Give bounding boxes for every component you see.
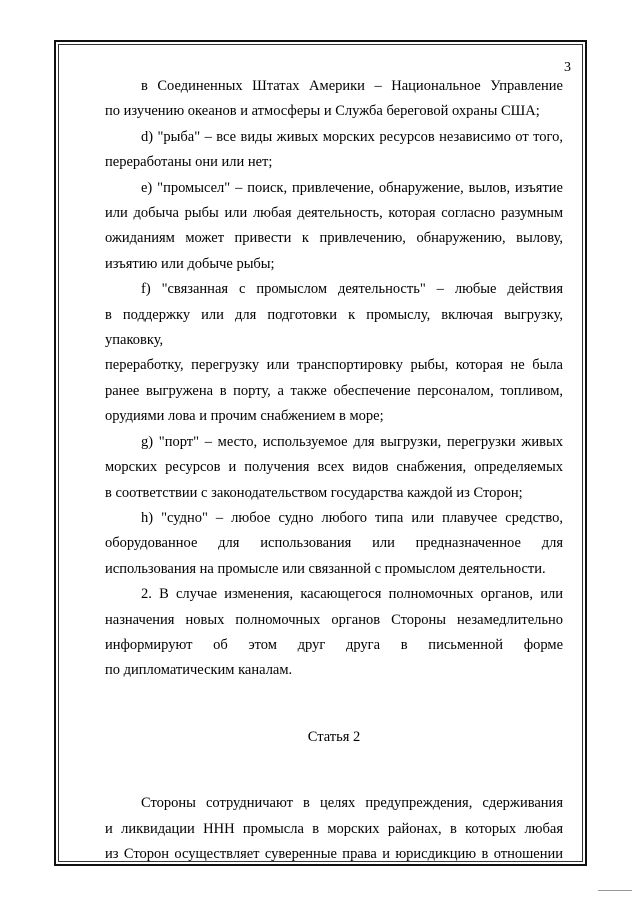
text-line: оборудованное для использования или предназначенное для: [105, 535, 563, 552]
text-line: использования на промысле или связанной с промыслом деятельности.: [105, 560, 546, 577]
text-line: морских ресурсов и получения всех видов снабжения, определяемых: [105, 459, 563, 476]
paragraph-2: 2. В случае изменения, касающегося полномочных органов, или: [141, 586, 563, 603]
document-body: [105, 74, 563, 867]
definition-fishing: e) "промысел" – поиск, привлечение, обнаружение, вылов, изъятие: [141, 179, 563, 196]
text-line: или добыча рыбы или любая деятельность, которая согласно разумным: [105, 205, 563, 222]
text-line: и ликвидации ННН промысла в морских районах, в которых любая: [105, 820, 563, 837]
text-line: переработку, перегрузку или транспортировку рыбы, которая не была: [105, 357, 563, 374]
text-line: информируют об этом друг друга в письменной форме: [105, 636, 563, 653]
definition-vessel: h) "судно" – любое судно любого типа или плавучее средство,: [141, 509, 563, 526]
spacer: [105, 684, 563, 725]
text-line: изъятию или добыче рыбы;: [105, 255, 275, 272]
text-line: ранее выгружена в порту, а также обеспечение персоналом, топливом,: [105, 382, 563, 399]
spacer: [105, 750, 563, 791]
article-heading: Статья 2: [307, 728, 361, 745]
text-line: ожиданиям может привести к привлечению, обнаружению, вылову,: [105, 230, 563, 247]
text-line: в соответствии с законодательством государства каждой из Сторон;: [105, 484, 523, 501]
article-2-paragraph: Стороны сотрудничают в целях предупреждения, сдерживания: [141, 795, 563, 812]
text-line: в поддержку или для подготовки к промыслу, включая выгрузку, упаковку,: [105, 306, 563, 349]
text-line: по дипломатическим каналам.: [105, 662, 293, 679]
page-number: 3: [564, 60, 571, 75]
definition-port: g) "порт" – место, используемое для выгрузки, перегрузки живых: [141, 433, 563, 450]
text-line: переработаны они или нет;: [105, 154, 273, 171]
text-line: в Соединенных Штатах Америки – Национальное Управление: [141, 78, 563, 94]
text-line: из Сторон осуществляет суверенные права и юрисдикцию в отношении: [105, 845, 563, 862]
text-line: орудиями лова и прочим снабжением в море;: [105, 408, 384, 425]
definition-fish: d) "рыба" – все виды живых морских ресурсов независимо от того,: [141, 128, 563, 145]
text-line: по изучению океанов и атмосферы и Служба береговой охраны США;: [105, 103, 540, 120]
scan-mark: [598, 890, 632, 891]
text-line: назначения новых полномочных органов Стороны незамедлительно: [105, 611, 563, 628]
definition-fishing-related-activity: f) "связанная с промыслом деятельность" – любые действия: [141, 281, 563, 298]
